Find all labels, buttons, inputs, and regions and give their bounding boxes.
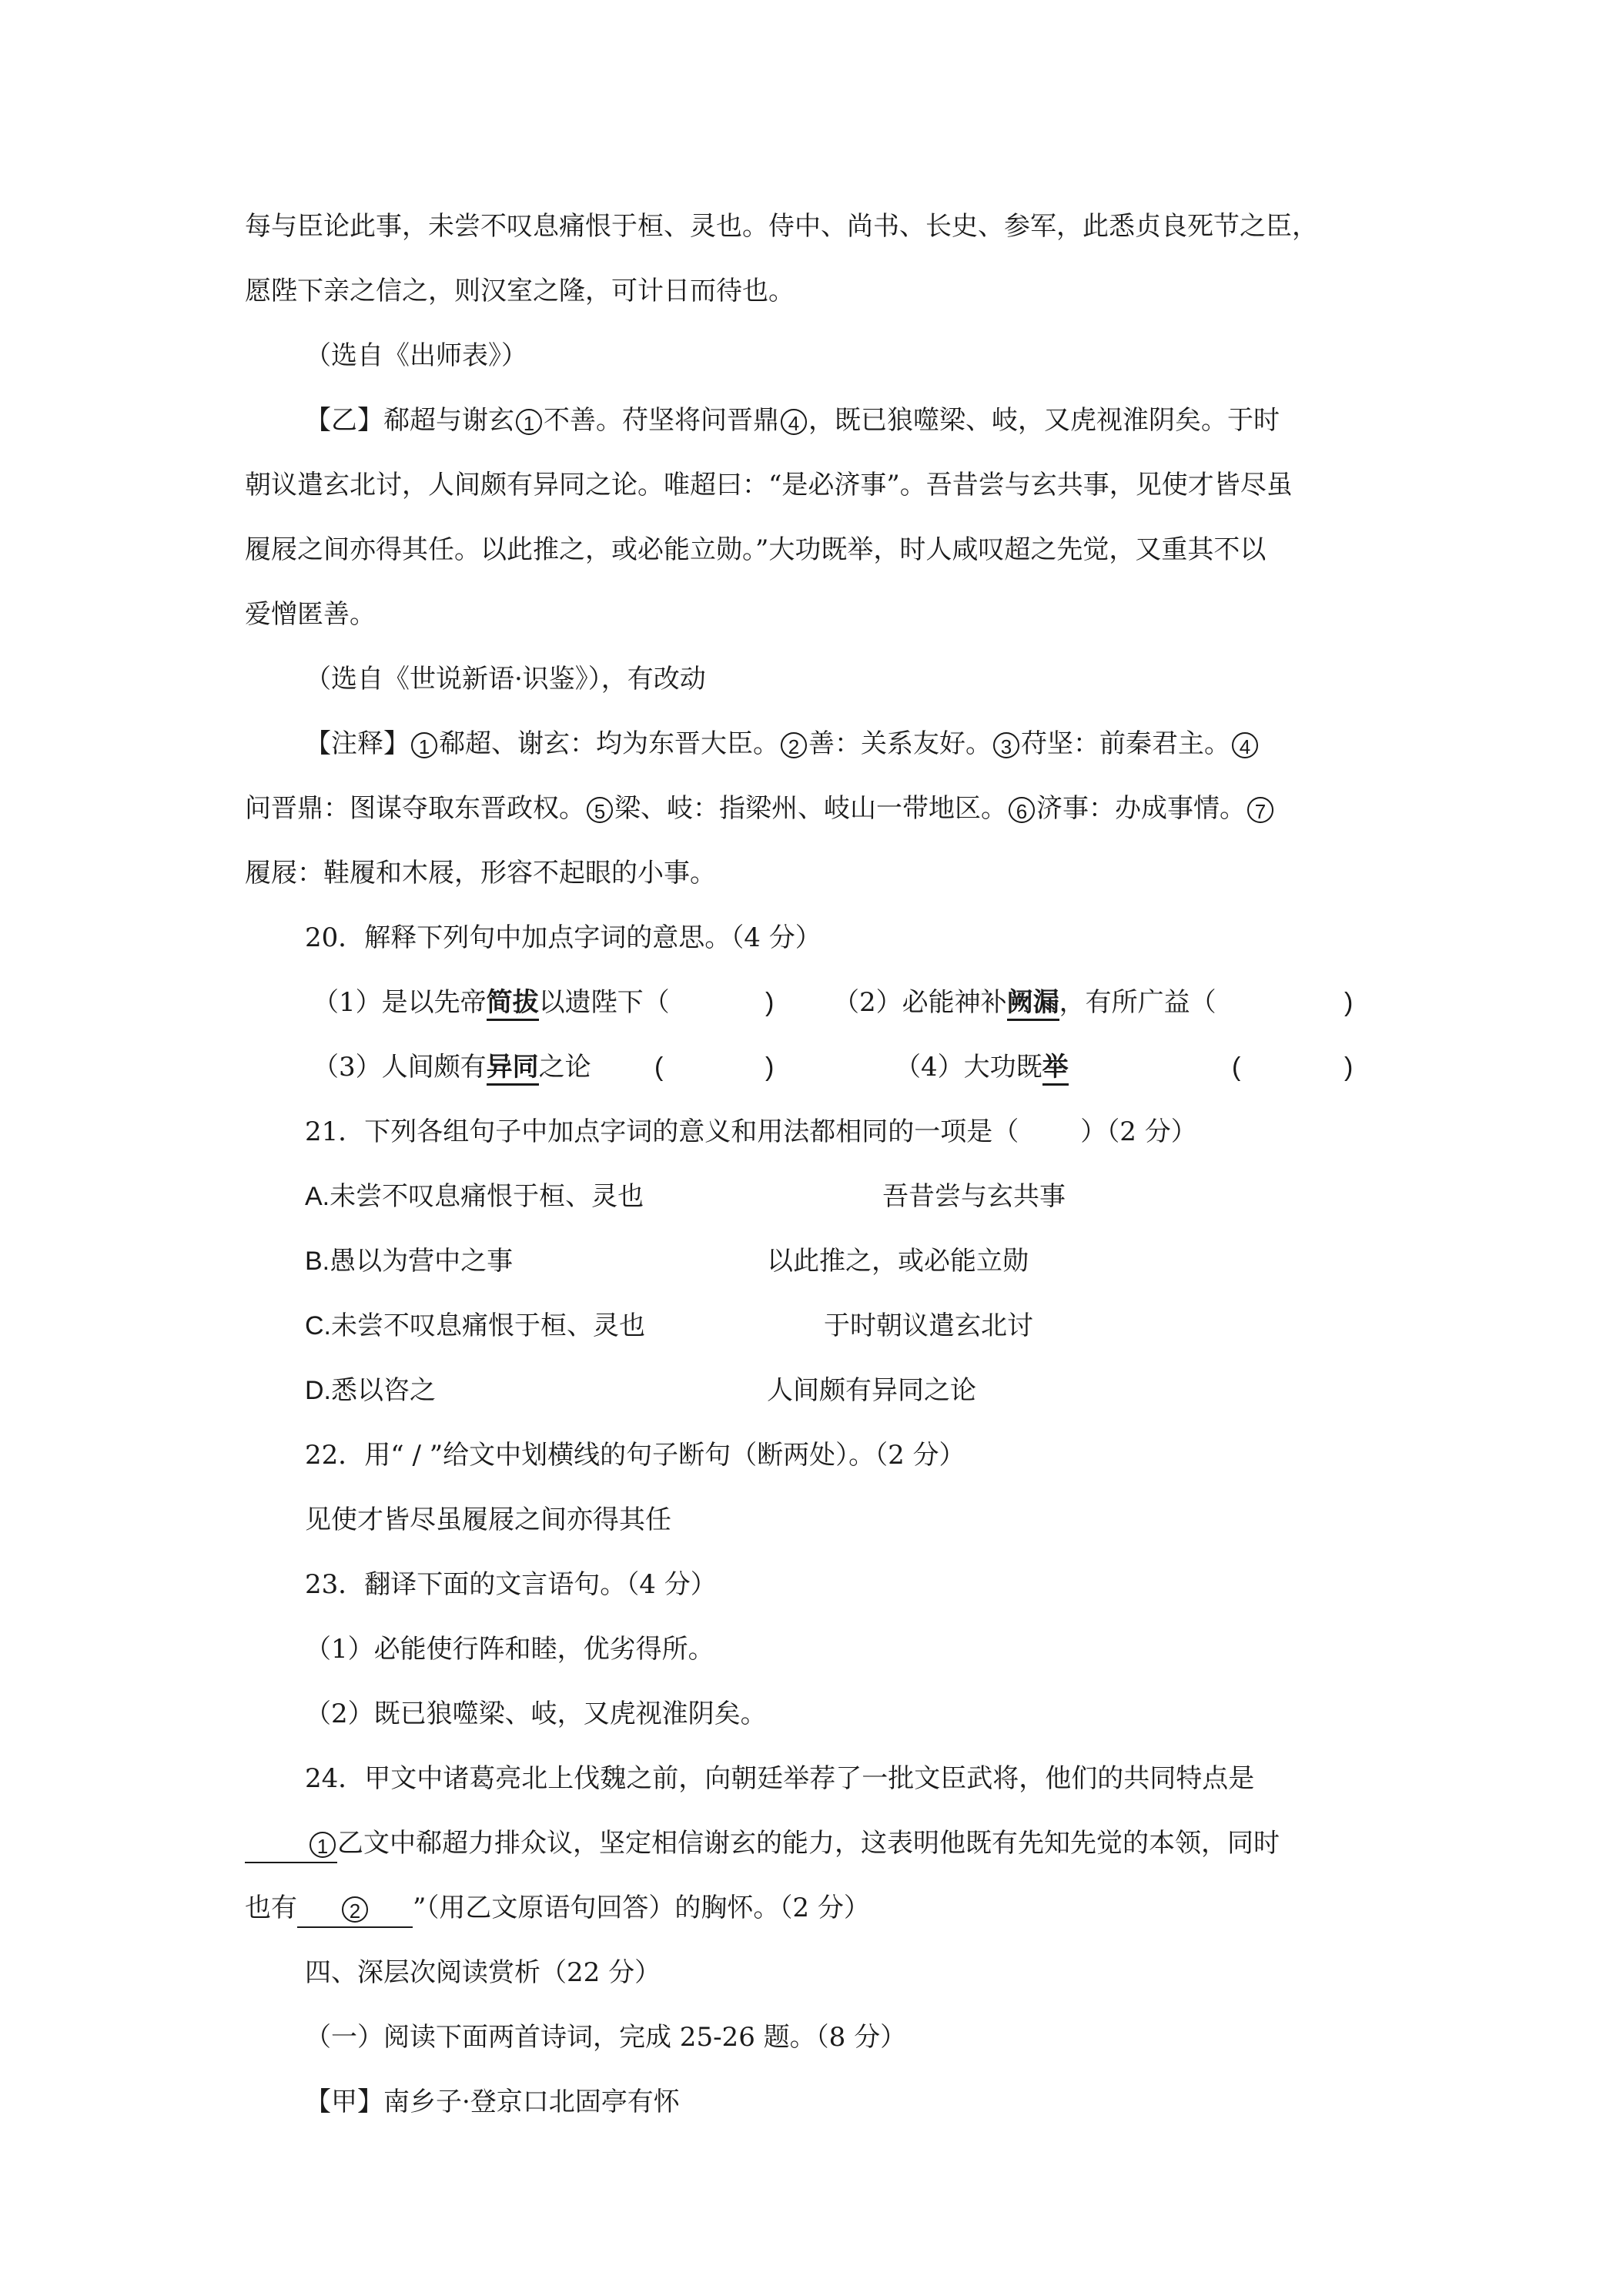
exam-page: 每与臣论此事，未尝不叹息痛恨于桓、灵也。侍中、尚书、长史、参军，此悉贞良死节之臣， 愿陛下亲之信之，则汉室之隆，可计日而待也。 （选自《出师表》） 【乙】郗超与谢玄 1 不善。苻坚将问晋鼎 4 ，既已狼噬梁、岐，又虎视淮阴矣。于时 朝议遣玄北讨，人间颇有异同之论。唯超曰：“是必济事”。吾昔尝与玄共事，见使才皆尽虽 履屐之间亦得其任。以此推之，或必能立勋。”大功既举，时人咸叹超之先觉，又重其不以 爱憎匿善。 （选自《世说新语·识鉴》），有改动 【注释】 1 郗超、谢玄：均为东晋大臣。 2 善：关系友好。 3 苻坚：前秦君主。 4 问晋鼎：图谋夺取东晋政权。 5 梁、岐：指梁州、岐山一带地区。 6 济事：办成事情。 7 履屐：鞋履和木屐，形容不起眼的小事。 20．解释下列句中加点字词的意思。（4 分） （1）是以先帝简拔以遗陛下（ ) （2）必能神补阙漏，有所广益（ ) （3）人间颇有异同之论 ( ) （4）大功既举 ( ) 21．下列各组句子中加点字词的意义和用法都相同的一项是（ ）（2 分） A.未尝不叹息痛恨于桓、灵也 吾昔尝与玄共事 B.愚以为营中之事 以此推之，或必能立勋 C.未尝不叹息痛恨于桓、灵也 于时朝议遣玄北讨 D.悉以咨之 人间颇有异同之论 22．用“ / ”给文中划横线的句子断句（断两处）。（2 分） 见使才皆尽虽履屐之间亦得其任 23．翻译下面的文言语句。（4 分） （1）必能使行阵和睦，优劣得所。 （2）既已狼噬梁、岐，又虎视淮阴矣。 24．甲文中诸葛亮北上伐魏之前，向朝廷举荐了一批文臣武将，他们的共同特点是 1 乙文中郗超力排众议，坚定相信谢玄的能力，这表明他既有先知先觉的本领，同时 也有 2 ”（用乙文原语句回答）的胸怀。（2 分） 四、深层次阅读赏析（22 分） （一）阅读下面两首诗词，完成 25-26 题。（8 分） 【甲】南乡子·登京口北固亭有怀 [0,0,1623,2296]
q23-stem: 23．翻译下面的文言语句。（4 分） [305,1569,717,1600]
poem-title: 【甲】南乡子·登京口北固亭有怀 [305,2087,680,2117]
q20-word2: 阙漏 [1007,987,1059,1021]
q20-item2: （2）必能神补阙漏，有所广益（ [833,984,1216,1021]
q20-item1: （1）是以先帝简拔以遗陛下（ [313,984,670,1021]
q20-answer2-close: ) [1344,988,1354,1017]
note-num: 7 [1247,797,1273,823]
q20-answer4-open: ( [1232,1053,1241,1082]
notes-line1: 【注释】 1 郗超、谢玄：均为东晋大臣。 2 善：关系友好。 3 苻坚：前秦君主。 4 [305,725,1260,762]
notes-line3: 履屐：鞋履和木屐，形容不起眼的小事。 [245,858,716,889]
q20-item3: （3）人间颇有异同之论 [313,1049,591,1086]
part1-heading: （一）阅读下面两首诗词，完成 25-26 题。（8 分） [305,2022,907,2053]
excerpt1-line2: 愿陛下亲之信之，则汉室之隆，可计日而待也。 [245,276,795,306]
q20-word3: 异同 [487,1052,539,1086]
q21-stem: 21．下列各组句子中加点字词的意义和用法都相同的一项是（ ）（2 分） [305,1116,1197,1147]
excerpt2-line3: 履屐之间亦得其任。以此推之，或必能立勋。”大功既举，时人咸叹超之先觉，又重其不以 [245,534,1267,565]
q24-line2: 1 乙文中郗超力排众议，坚定相信谢玄的能力，这表明他既有先知先觉的本领，同时 [245,1825,1280,1863]
notes-line2: 问晋鼎：图谋夺取东晋政权。 5 梁、岐：指梁州、岐山一带地区。 6 济事：办成事情。 7 [245,790,1275,827]
q23-item2: （2）既已狼噬梁、岐，又虎视淮阴矣。 [305,1699,767,1729]
note-marker-4: 4 [781,409,807,435]
note-num: 3 [993,732,1019,758]
excerpt1-source: （选自《出师表》） [305,340,527,371]
note-num: 2 [781,732,807,758]
excerpt2-source: （选自《世说新语·识鉴》），有改动 [305,664,706,694]
q22-sentence: 见使才皆尽虽履屐之间亦得其任 [305,1504,671,1535]
note-num: 6 [1009,797,1035,823]
q23-item1: （1）必能使行阵和睦，优劣得所。 [305,1634,714,1665]
q24-line3: 也有 2 ”（用乙文原语句回答）的胸怀。（2 分） [245,1889,870,1928]
q24-blank1[interactable]: 1 [245,1825,337,1863]
note-marker-1: 1 [516,409,542,435]
note-num: 5 [587,797,613,823]
excerpt2-tag: 【乙】 [305,405,383,436]
excerpt1-line1: 每与臣论此事，未尝不叹息痛恨于桓、灵也。侍中、尚书、长史、参军，此悉贞良死节之臣， [245,211,1318,242]
notes-tag: 【注释】 [305,728,410,759]
q24-blank2[interactable]: 2 [297,1889,413,1928]
q20-answer4-close: ) [1344,1053,1354,1082]
q20-answer3-open: ( [654,1053,664,1082]
section4-heading: 四、深层次阅读赏析（22 分） [305,1957,661,1988]
q20-answer1-close: ) [765,988,775,1017]
q24-line1: 24．甲文中诸葛亮北上伐魏之前，向朝廷举荐了一批文臣武将，他们的共同特点是 [305,1763,1255,1794]
excerpt2-line2: 朝议遣玄北讨，人间颇有异同之论。唯超曰：“是必济事”。吾昔尝与玄共事，见使才皆尽虽 [245,470,1293,500]
note-num: 4 [1232,732,1258,758]
q20-answer3-close: ) [765,1053,775,1082]
q22-stem: 22．用“ / ”给文中划横线的句子断句（断两处）。（2 分） [305,1440,965,1471]
q20-stem: 20．解释下列句中加点字词的意思。（4 分） [305,922,822,953]
excerpt2-line4: 爱憎匿善。 [245,599,376,630]
q20-word4: 举 [1042,1052,1069,1086]
excerpt2-line1: 【乙】郗超与谢玄 1 不善。苻坚将问晋鼎 4 ，既已狼噬梁、岐，又虎视淮阴矣。于时 [305,405,1280,436]
note-num: 1 [411,732,437,758]
q20-item4: （4）大功既举 [895,1049,1069,1086]
q20-word1: 简拔 [487,987,539,1021]
